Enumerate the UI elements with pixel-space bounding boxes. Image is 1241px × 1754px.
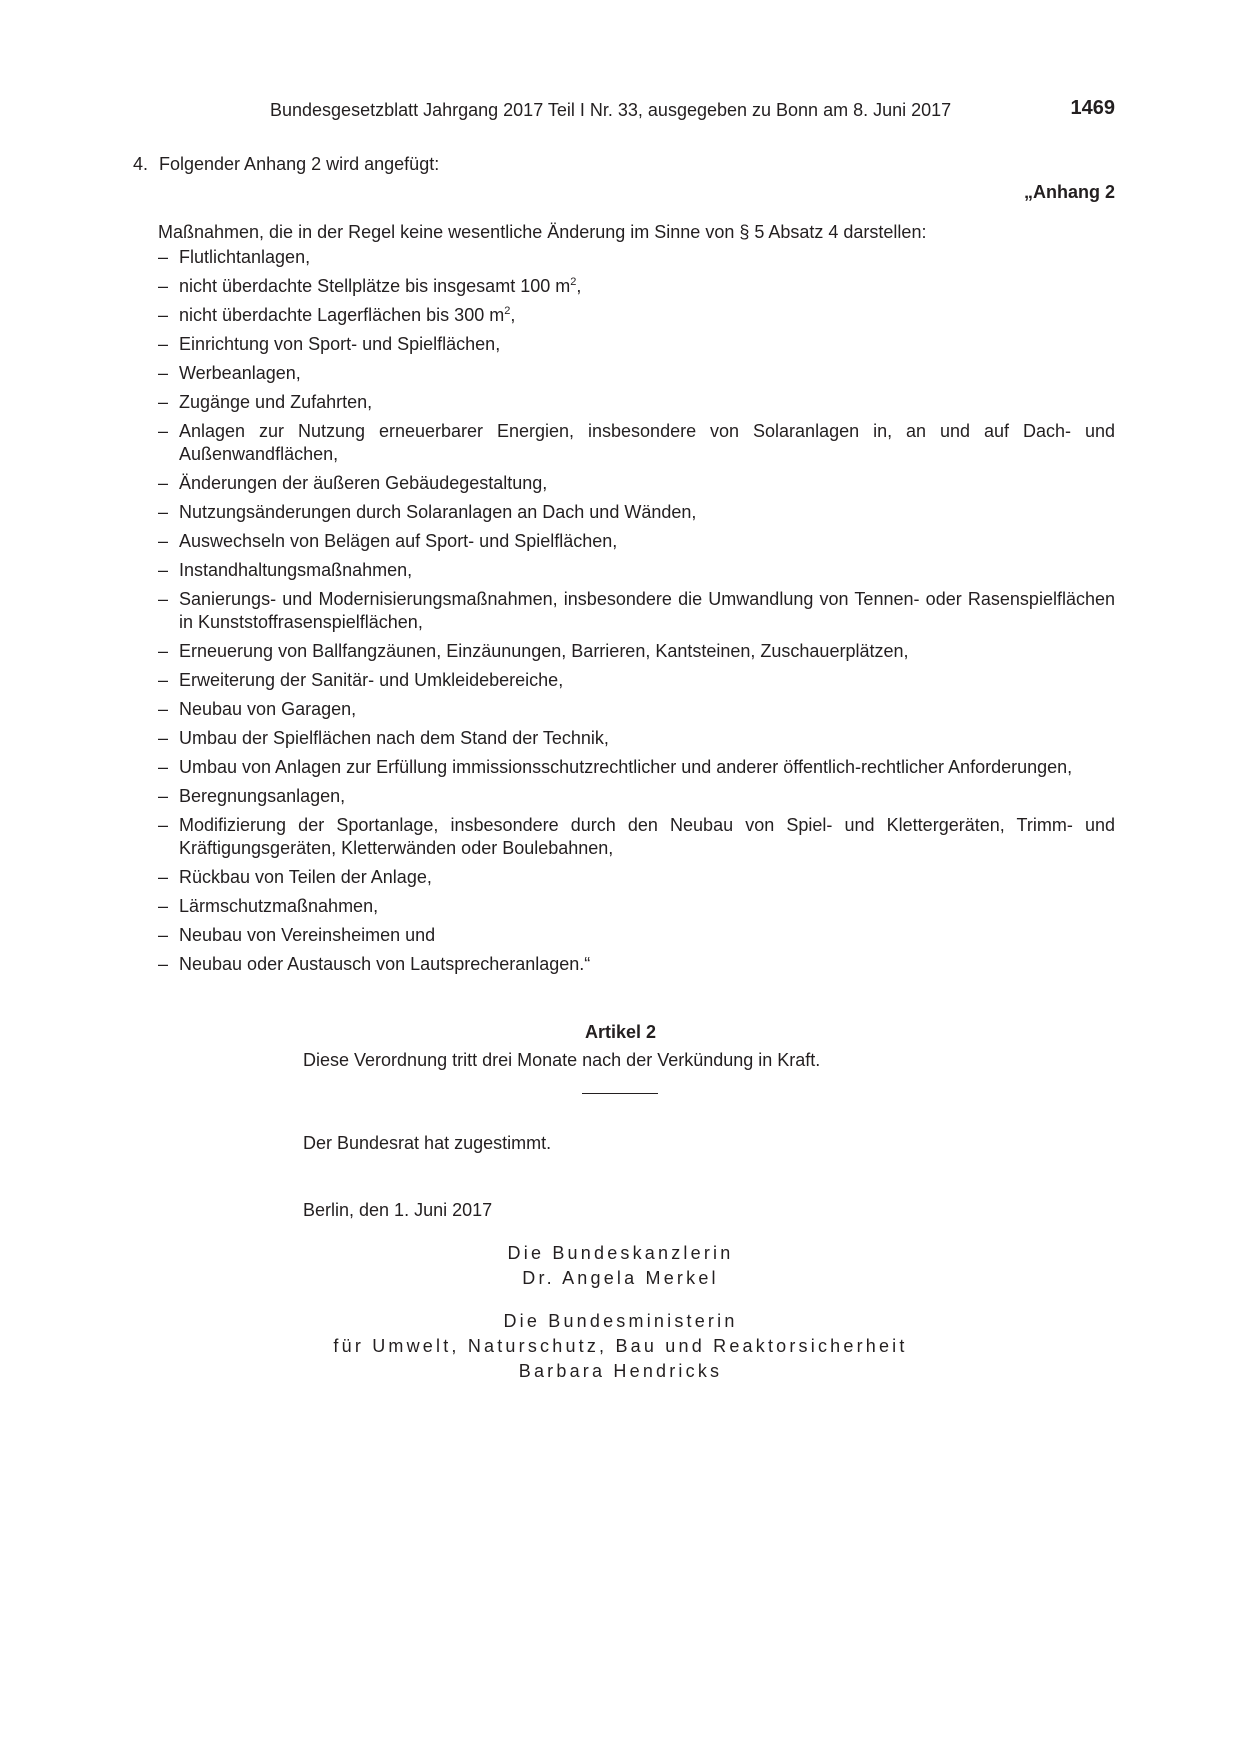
publication-info: Bundesgesetzblatt Jahrgang 2017 Teil I Nr. 33, ausgegeben zu Bonn am 8. Juni 2017 (270, 100, 952, 120)
list-dash: – (158, 641, 169, 661)
list-dash: – (158, 560, 169, 580)
list-item: – Erweiterung der Sanitär- und Umkleidebereiche, (158, 670, 564, 690)
annex-title: „Anhang 2 (1023, 182, 1115, 202)
list-dash: – (158, 867, 169, 887)
list-item: – Erneuerung von Ballfangzäunen, Einzäunungen, Barrieren, Kantsteinen, Zuschauerplätzen, (158, 641, 909, 661)
list-item: – Änderungen der äußeren Gebäudegestaltung, (158, 473, 548, 493)
signature-spacer (0, 1291, 1241, 1309)
list-item: – nicht überdachte Lagerflächen bis 300 $m^2$, (158, 305, 516, 325)
section-divider (582, 1093, 658, 1094)
list-dash: – (158, 589, 169, 609)
list-dash: – (158, 363, 169, 383)
list-item: – Rückbau von Teilen der Anlage, (158, 867, 432, 887)
list-dash: – (158, 421, 169, 441)
list-item: – Nutzungsänderungen durch Solaranlagen an Dach und Wänden, (158, 502, 697, 522)
list-dash: – (158, 305, 169, 325)
list-item: – Modifizierung der Sportanlage, insbesondere durch den Neubau von Spiel- und Klettergeräten, Trimm- und Kräftigungsgeräten, Kletterwänden oder Boulebahnen, (158, 815, 1115, 858)
superscript: 2 (570, 276, 577, 288)
list-dash: – (158, 392, 169, 412)
list-item: – Neubau von Vereinsheimen und (158, 925, 436, 945)
list-dash: – (158, 786, 169, 806)
annex-intro: Maßnahmen, die in der Regel keine wesentliche Änderung im Sinne von § 5 Absatz 4 darstellen: (158, 222, 927, 242)
list-dash: – (158, 896, 169, 916)
list-item: – Auswechseln von Belägen auf Sport- und Spielflächen, (158, 531, 618, 551)
minister-portfolio: für Umwelt, Naturschutz, Bau und Reaktorsicherheit (333, 1336, 908, 1356)
page-header (270, 96, 1115, 126)
list-item: – Zugänge und Zufahrten, (158, 392, 373, 412)
measures-list (158, 246, 1115, 982)
list-item: – Instandhaltungsmaßnahmen, (158, 560, 413, 580)
article-text: Diese Verordnung tritt drei Monate nach der Verkündung in Kraft. (303, 1050, 821, 1070)
list-item: – Neubau von Garagen, (158, 699, 357, 719)
list-dash: – (158, 502, 169, 522)
list-dash: – (158, 247, 169, 267)
list-item: – Einrichtung von Sport- und Spielflächen, (158, 334, 501, 354)
list-dash: – (158, 334, 169, 354)
place-and-date: Berlin, den 1. Juni 2017 (303, 1200, 493, 1220)
superscript: 2 (504, 305, 511, 317)
list-dash: – (158, 670, 169, 690)
list-dash: – (158, 728, 169, 748)
page-number: 1469 (1070, 97, 1115, 119)
chancellor-title: Die Bundeskanzlerin (507, 1243, 734, 1263)
article-heading: Artikel 2 (584, 1022, 657, 1042)
list-item: – Umbau von Anlagen zur Erfüllung immissionsschutzrechtlicher und anderer öffentlich-rechtlicher Anforderungen, (158, 757, 1073, 777)
item-text: Folgender Anhang 2 wird angefügt: (159, 154, 440, 174)
list-item: – Flutlichtanlagen, (158, 247, 311, 267)
list-item: – Sanierungs- und Modernisierungsmaßnahmen, insbesondere die Umwandlung von Tennen- oder Rasenspielflächen in Kunststoffrasenspielflächen, (158, 589, 1115, 632)
list-item: – Werbeanlagen, (158, 363, 301, 383)
list-dash: – (158, 473, 169, 493)
list-dash: – (158, 815, 169, 835)
minister-name: Barbara Hendricks (518, 1361, 723, 1381)
list-dash: – (158, 954, 169, 974)
chancellor-name: Dr. Angela Merkel (522, 1268, 719, 1288)
minister-title: Die Bundesministerin (503, 1311, 738, 1331)
list-dash: – (158, 757, 169, 777)
item-number: 4. (133, 154, 149, 174)
amendment-item (133, 150, 439, 179)
consent-statement: Der Bundesrat hat zugestimmt. (303, 1133, 552, 1153)
signature-block (0, 1241, 1241, 1384)
list-dash: – (158, 531, 169, 551)
list-dash: – (158, 276, 169, 296)
list-dash: – (158, 699, 169, 719)
list-dash: – (158, 925, 169, 945)
list-item: – Umbau der Spielflächen nach dem Stand der Technik, (158, 728, 609, 748)
list-item: – nicht überdachte Stellplätze bis insgesamt 100 $m^2$, (158, 276, 582, 296)
list-item: – Anlagen zur Nutzung erneuerbarer Energien, insbesondere von Solaranlagen in, an und auf Dach- und Außenwandflächen, (158, 421, 1115, 464)
list-item: – Neubau oder Austausch von Lautsprecheranlagen.“ (158, 954, 591, 974)
list-item: – Lärmschutzmaßnahmen, (158, 896, 379, 916)
list-item: – Beregnungsanlagen, (158, 786, 346, 806)
